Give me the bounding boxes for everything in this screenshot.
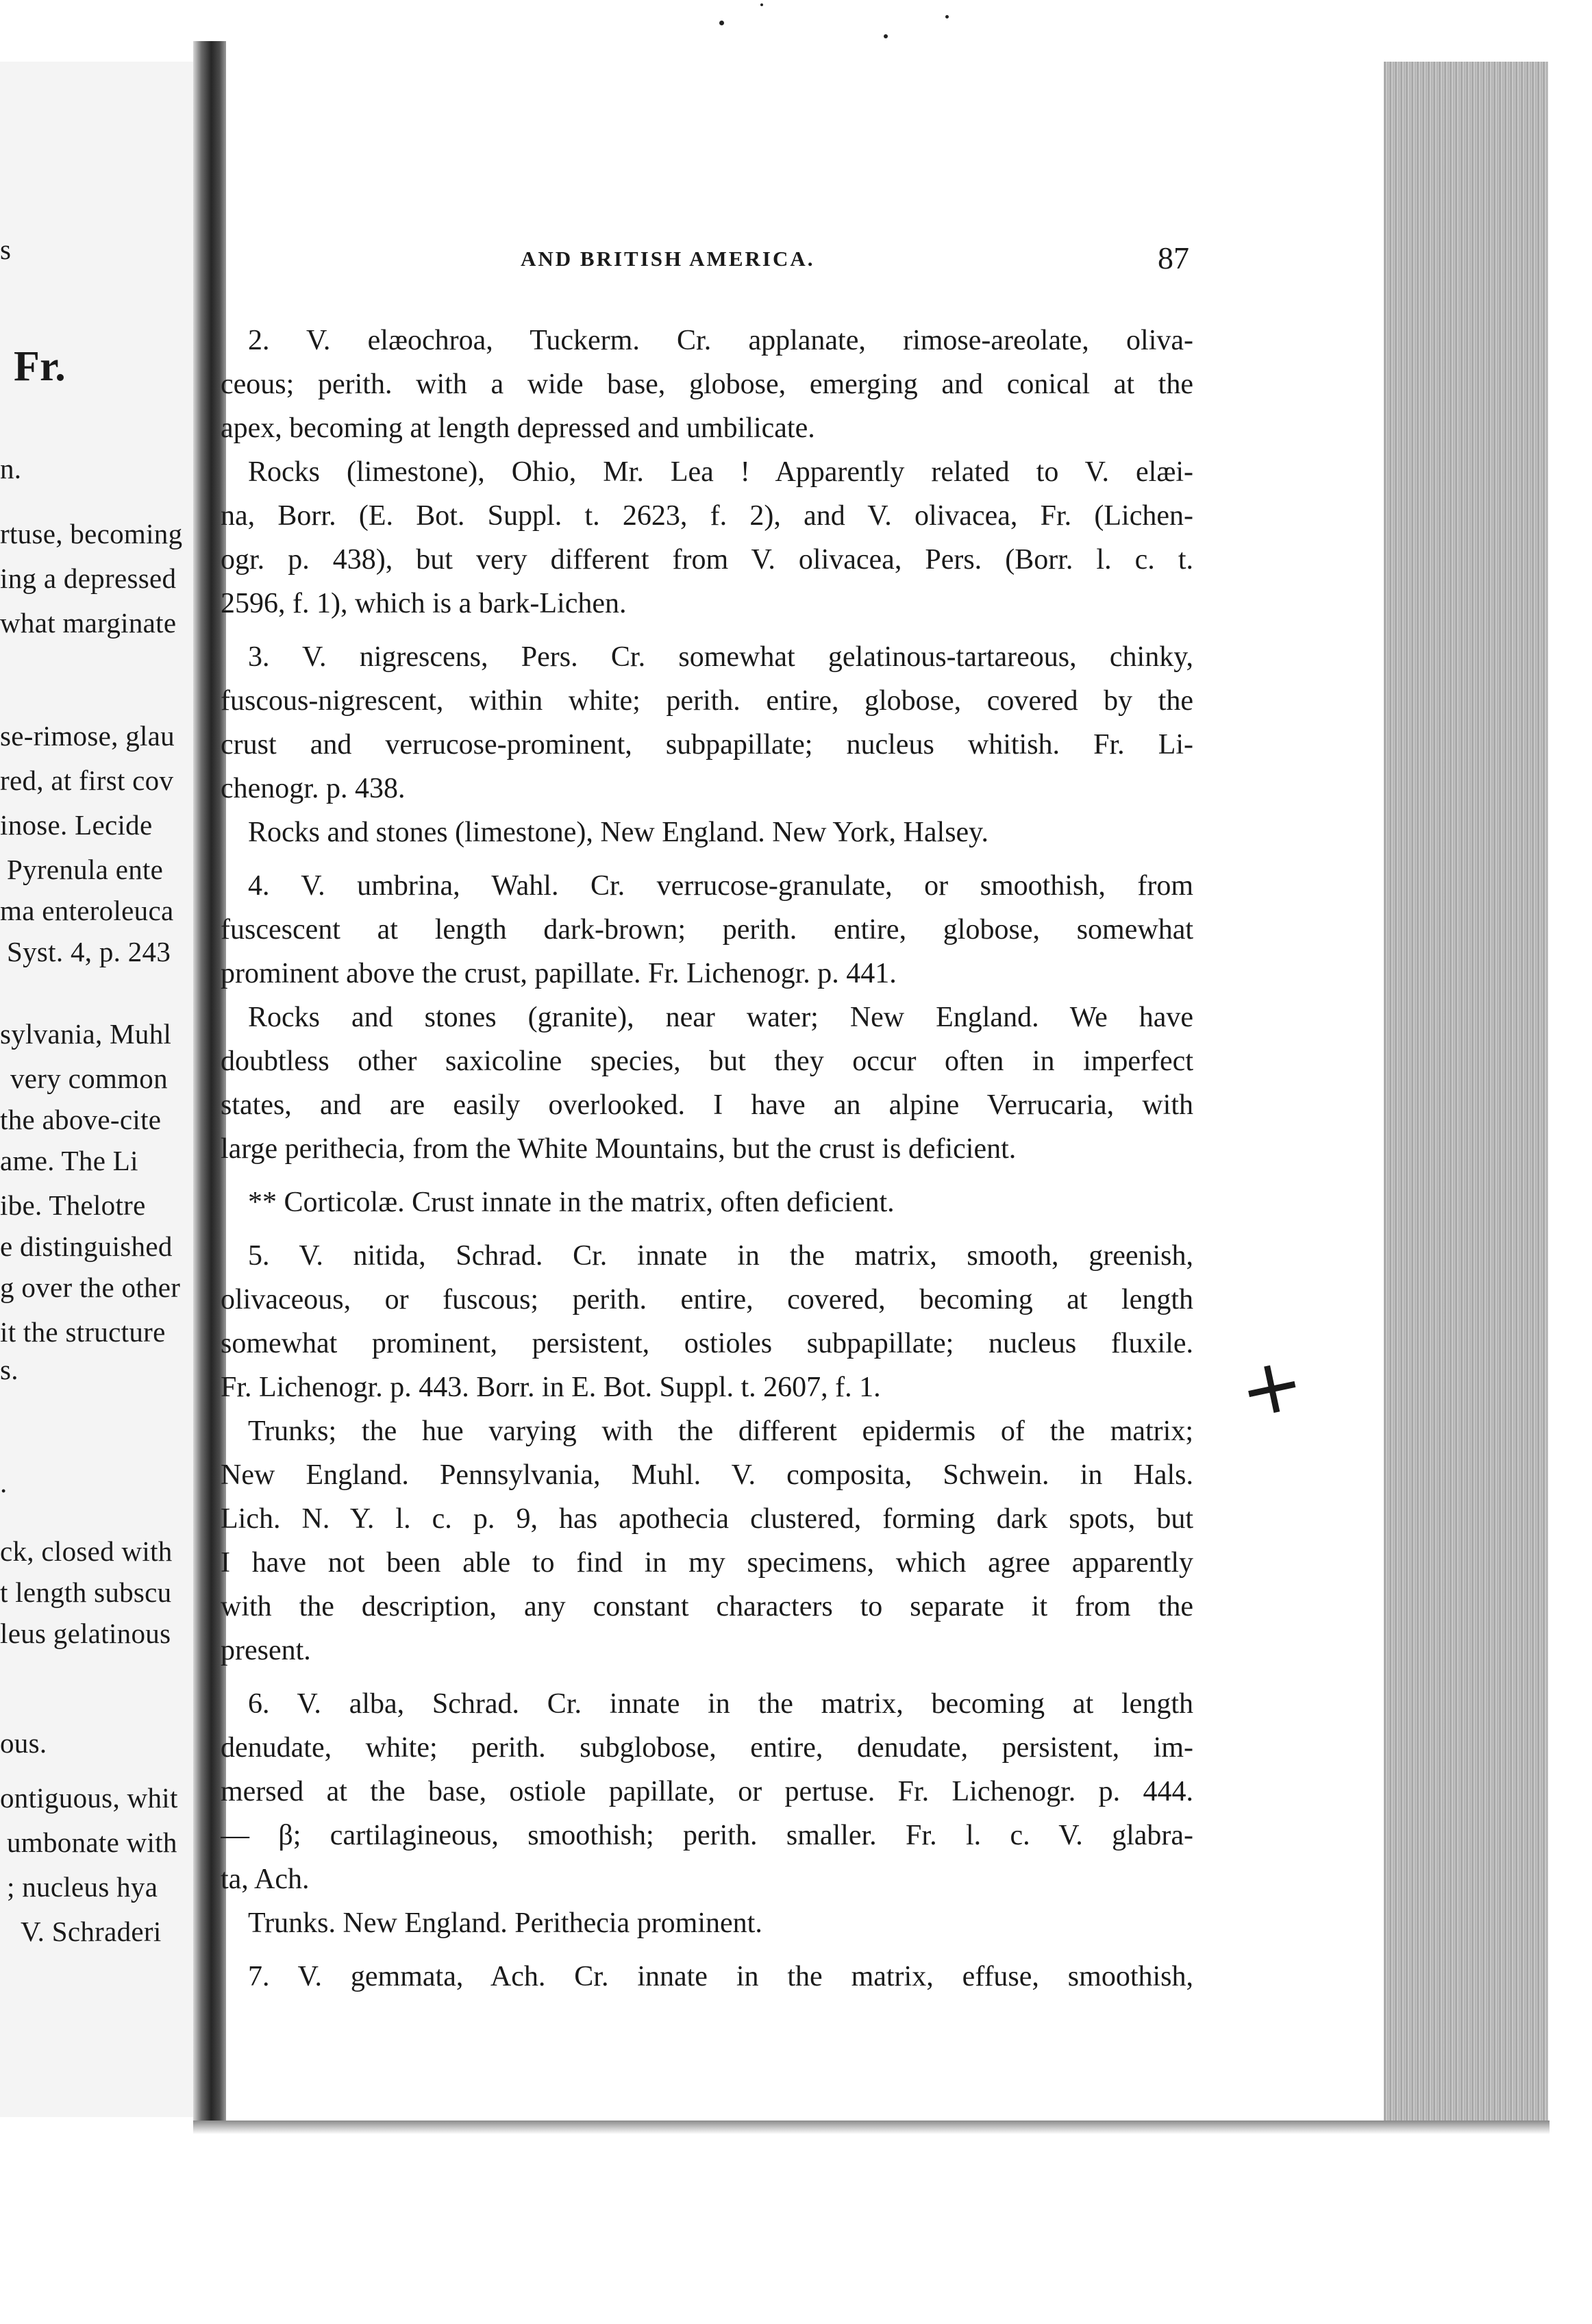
text-line: states, and are easily overlooked. I have an alpine Verrucaria, with [221,1089,1193,1121]
paragraph-gap [221,626,1193,635]
running-header: AND BRITISH AMERICA. [521,247,815,271]
text-line: 3. V. nigrescens, Pers. Cr. somewhat gelatinous-tartareous, chinky, [248,641,1193,673]
paragraph-gap [221,1224,1193,1234]
text-line: fuscescent at length dark-brown; perith. entire, globose, somewhat [221,914,1193,945]
left-page-fragment: Pyrenula ente [7,854,164,885]
text-line: Fr. Lichenogr. p. 443. Borr. in E. Bot. Suppl. t. 2607, f. 1. [221,1372,881,1403]
text-line: 2596, f. 1), which is a bark-Lichen. [221,588,627,619]
left-page-fragment: red, at first cov [0,765,174,796]
left-page-fragment: ous. [0,1727,47,1759]
text-line: 4. V. umbrina, Wahl. Cr. verrucose-granulate, or smoothish, from [248,870,1193,902]
text-line: 6. V. alba, Schrad. Cr. innate in the matrix, becoming at length [248,1688,1193,1720]
text-line: Trunks; the hue varying with the different epidermis of the matrix; [248,1416,1193,1447]
paragraph-gap [221,854,1193,864]
left-page-fragment: ing a depressed [0,563,177,594]
text-line: apex, becoming at length depressed and umbilicate. [221,412,815,444]
left-page-fragment: se-rimose, glau [0,720,175,752]
ink-speck [884,34,888,38]
text-line: ** Corticolæ. Crust innate in the matrix, often deficient. [248,1187,895,1218]
text-line: Lich. N. Y. l. c. p. 9, has apothecia clustered, forming dark spots, but [221,1503,1193,1535]
ink-speck [945,15,949,18]
left-page-fragment: ck, closed with [0,1535,173,1567]
left-page-fragment: very common [10,1063,168,1094]
text-line: prominent above the crust, papillate. Fr. Lichenogr. p. 441. [221,958,897,989]
left-page-fragment: s. [0,1354,18,1385]
text-line: 7. V. gemmata, Ach. Cr. innate in the matrix, effuse, smoothish, [248,1961,1193,1992]
text-line: ta, Ach. [221,1864,310,1895]
text-line: Rocks and stones (granite), near water; New England. We have [248,1002,1193,1033]
left-page-fragment: g over the other [0,1272,181,1303]
left-page-fragment: ontiguous, whit [0,1782,178,1814]
text-line: Rocks (limestone), Ohio, Mr. Lea ! Apparently related to V. elæi- [248,456,1193,488]
text-line: Rocks and stones (limestone), New England. New York, Halsey. [248,817,988,848]
left-page-fragment: e distinguished [0,1231,173,1262]
text-line: fuscous-nigrescent, within white; perith. entire, globose, covered by the [221,685,1193,717]
text-line: — β; cartilagineous, smoothish; perith. smaller. Fr. l. c. V. glabra- [221,1820,1193,1851]
text-line: mersed at the base, ostiole papillate, or pertuse. Fr. Lichenogr. p. 444. [221,1776,1193,1807]
left-page-fragment: . [0,1467,8,1498]
left-page [0,62,195,2117]
text-line: somewhat prominent, persistent, ostioles subpapillate; nucleus fluxile. [221,1328,1193,1359]
left-page-fragment: n. [0,453,22,484]
left-page-fragment: Syst. 4, p. 243 [7,936,171,967]
left-page-fragment: ame. The Li [0,1145,138,1176]
left-page-fragment: ma enteroleuca [0,895,174,926]
body-text [221,319,1193,1999]
ink-speck [760,3,763,6]
text-line: crust and verrucose-prominent, subpapillate; nucleus whitish. Fr. Li- [221,729,1193,761]
left-page-fragment: Fr. [14,343,66,390]
text-line: with the description, any constant characters to separate it from the [221,1591,1193,1622]
left-page-fragment: inose. Lecide [0,809,153,841]
page-edges [1384,62,1548,2124]
left-page-fragment: t length subscu [0,1577,172,1608]
left-page-fragment: the above-cite [0,1104,162,1135]
text-line: ogr. p. 438), but very different from V. olivacea, Pers. (Borr. l. c. t. [221,544,1193,576]
text-line: ceous; perith. with a wide base, globose, emerging and conical at the [221,369,1193,400]
text-line: doubtless other saxicoline species, but they occur often in imperfect [221,1046,1193,1077]
left-page-fragment: sylvania, Muhl [0,1018,172,1050]
text-line: 2. V. elæochroa, Tuckerm. Cr. applanate, rimose-areolate, oliva- [248,325,1193,356]
text-line: large perithecia, from the White Mountains, but the crust is deficient. [221,1133,1017,1165]
text-line: Trunks. New England. Perithecia prominent. [248,1907,762,1939]
paragraph-gap [221,1672,1193,1682]
ink-speck [719,21,724,25]
text-line: chenogr. p. 438. [221,773,406,804]
left-page-fragment: it the structure [0,1316,166,1348]
text-line: present. [221,1635,311,1666]
left-page-fragment: ibe. Thelotre [0,1189,146,1221]
left-page-fragment: leus gelatinous [0,1618,171,1649]
left-page-fragment: what marginate [0,607,177,639]
paragraph-gap [221,1171,1193,1180]
left-page-fragment: umbonate with [7,1827,177,1858]
text-line: 5. V. nitida, Schrad. Cr. innate in the matrix, smooth, greenish, [248,1240,1193,1272]
left-page-fragment: V. Schraderi [21,1916,162,1947]
text-line: olivaceous, or fuscous; perith. entire, covered, becoming at length [221,1284,1193,1315]
text-line: denudate, white; perith. subglobose, entire, denudate, persistent, im- [221,1732,1193,1764]
text-line: I have not been able to find in my specimens, which agree apparently [221,1547,1193,1579]
handwritten-cross-mark: + [1231,1337,1312,1437]
left-page-fragment: rtuse, becoming [0,518,183,549]
text-line: New England. Pennsylvania, Muhl. V. composita, Schwein. in Hals. [221,1459,1193,1491]
left-page-fragment: s [0,234,12,265]
page-bottom-shadow [193,2121,1550,2134]
left-page-fragment: ; nucleus hya [7,1871,158,1903]
text-line: na, Borr. (E. Bot. Suppl. t. 2623, f. 2), and V. olivacea, Fr. (Lichen- [221,500,1193,532]
page-number: 87 [1158,240,1189,275]
paragraph-gap [221,1945,1193,1955]
